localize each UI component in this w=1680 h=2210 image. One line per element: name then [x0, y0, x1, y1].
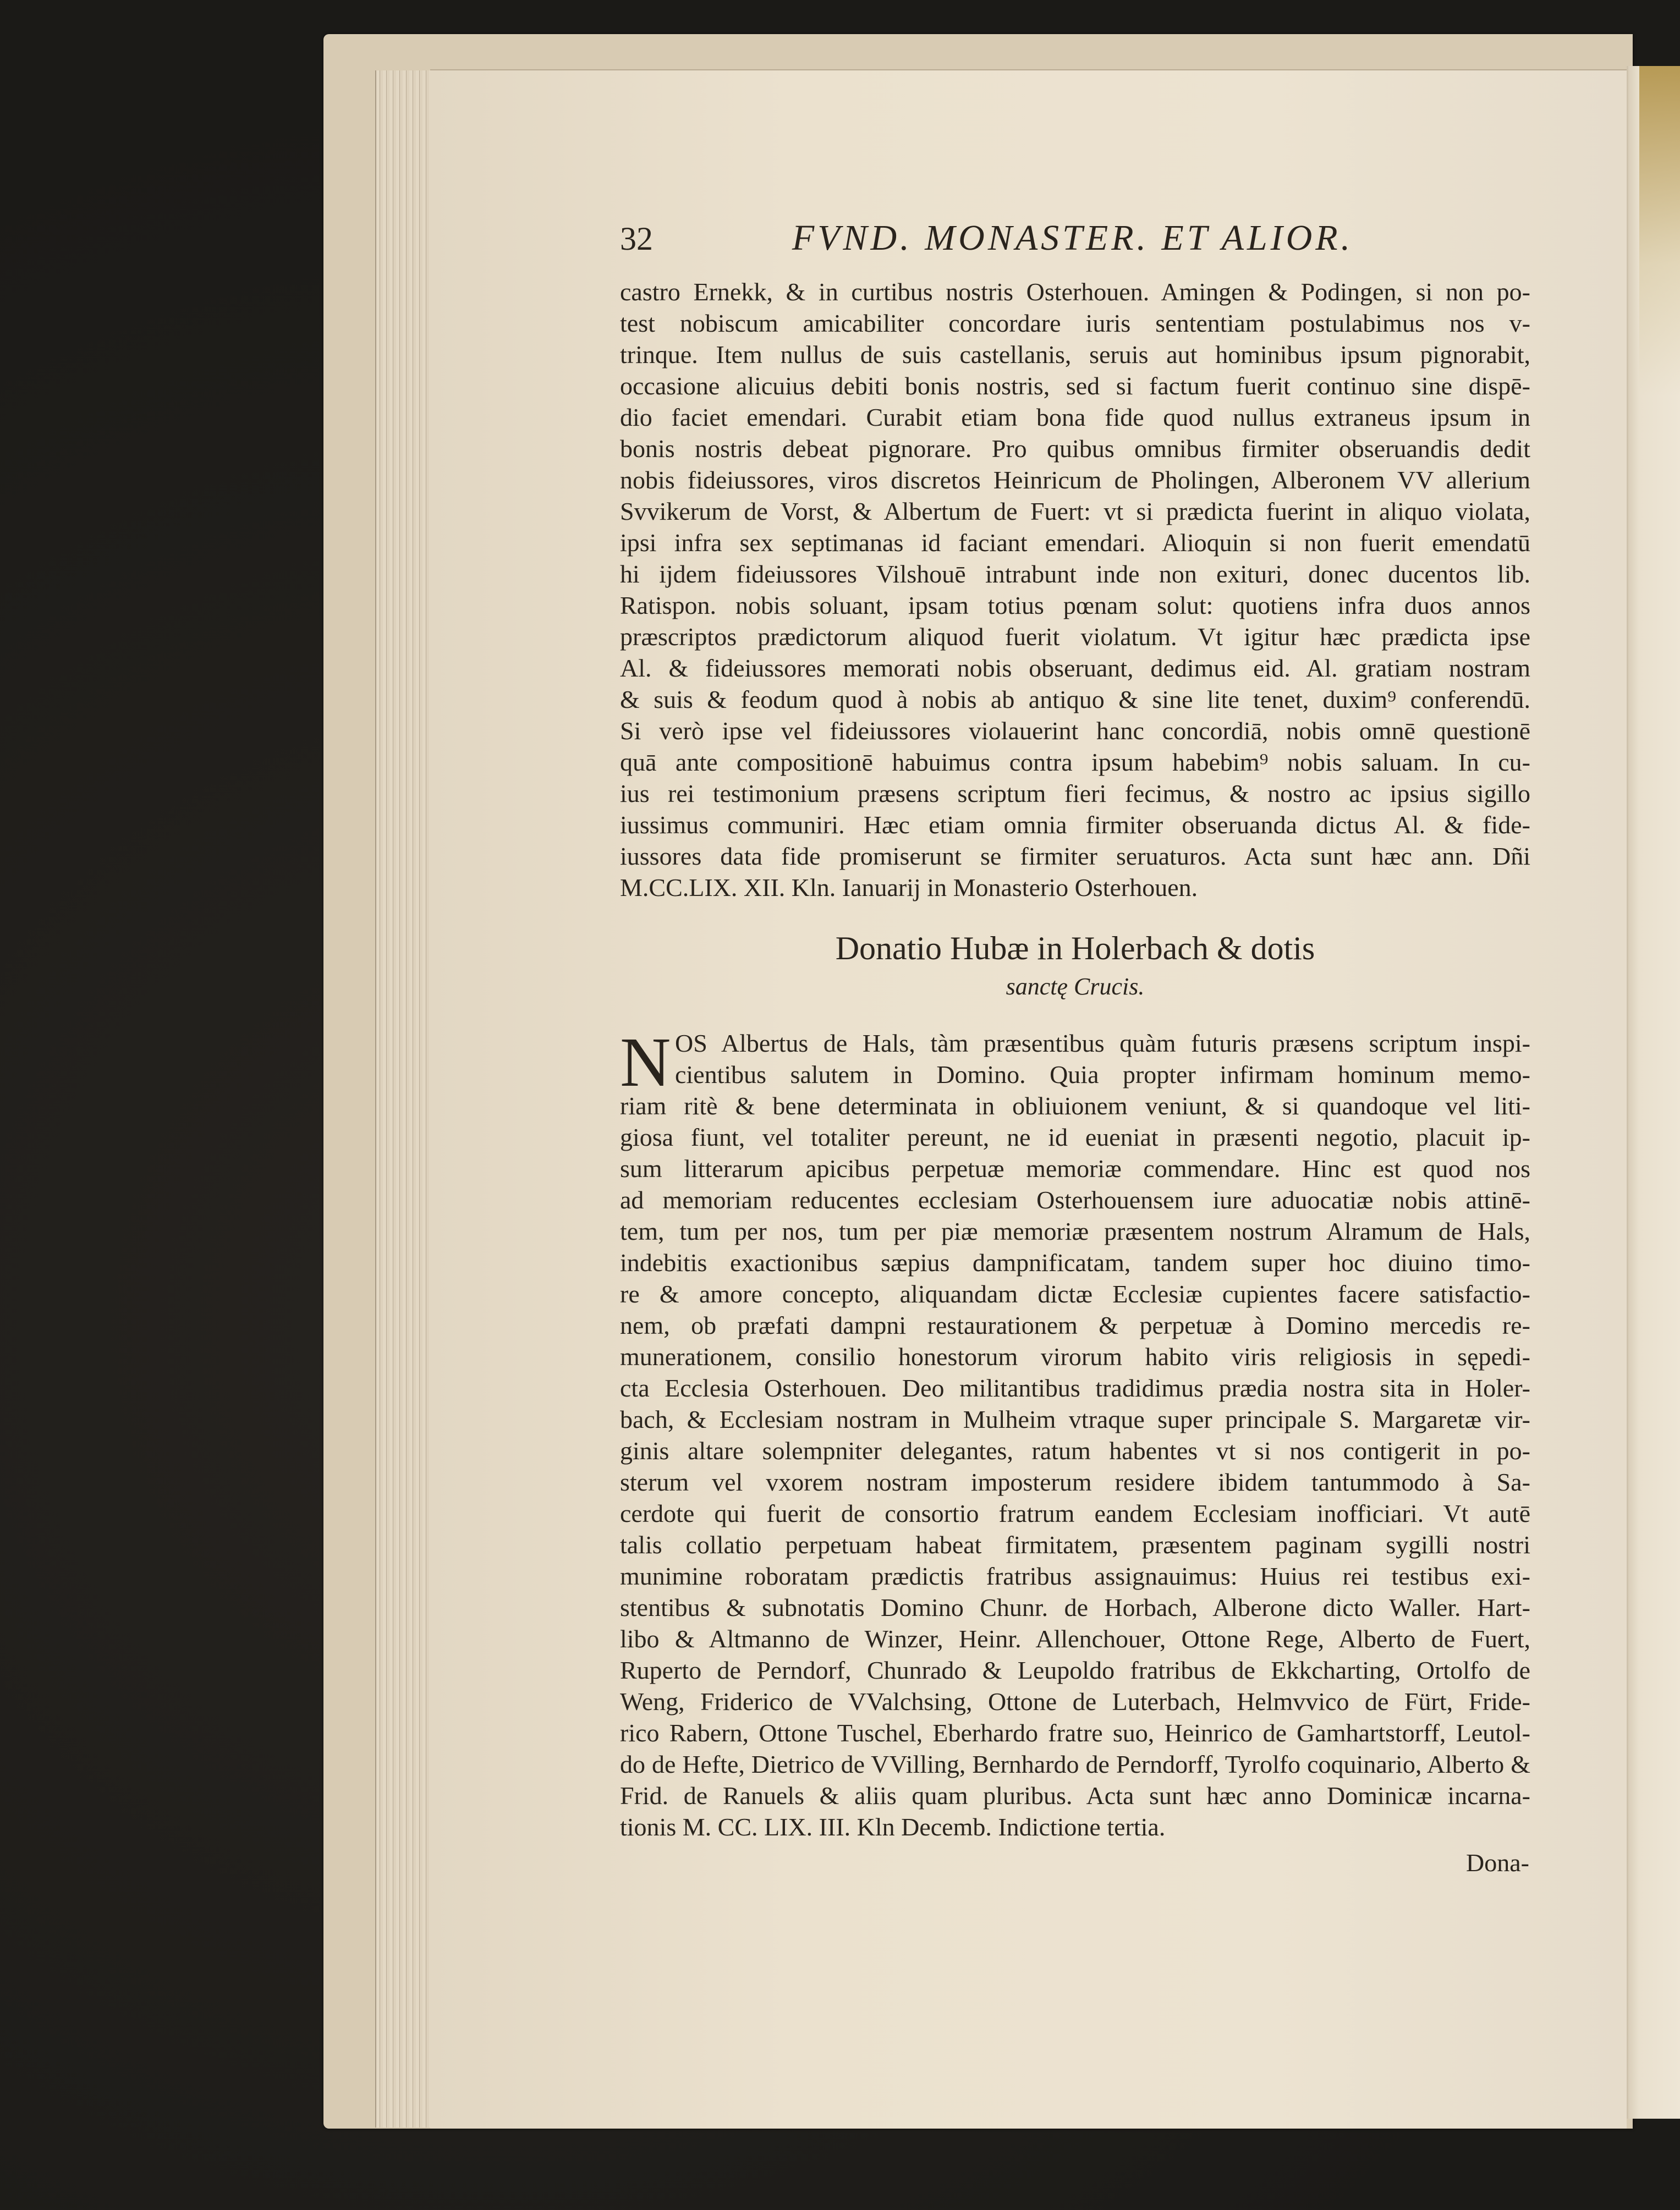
text-line: tionis M. CC. LIX. III. Kln Decemb. Indictione tertia.: [620, 1813, 1166, 1841]
adjacent-page-stain: [1639, 66, 1680, 396]
text-line: munerationem, consilio honestorum virorum habito viris religiosis in sępedi-: [620, 1343, 1530, 1371]
text-line: castro Ernekk, & in curtibus nostris Osterhouen. Amingen & Podingen, si non po-: [620, 278, 1530, 306]
text-line: bonis nostris debeat pignorare. Pro quibus omnibus firmiter obseruandis dedit: [620, 435, 1530, 463]
text-line: libo & Altmanno de Winzer, Heinr. Allenchouer, Ottone Rege, Alberto de Fuert,: [620, 1625, 1530, 1653]
text-line: cerdote qui fuerit de consortio fratrum eandem Ecclesiam inofficiari. Vt autē: [620, 1499, 1530, 1527]
drop-cap: N: [620, 1023, 671, 1101]
section-heading-subline: sanctę Crucis.: [1006, 973, 1145, 1000]
text-line: occasione alicuius debiti bonis nostris, sed si factum fuerit continuo sine dispē-: [620, 372, 1530, 400]
page-number: 32: [620, 221, 653, 257]
text-line: giosa fiunt, vel totaliter pereunt, ne id eueniat in præsenti negotio, placuit ip-: [620, 1123, 1530, 1151]
text-line: stentibus & subnotatis Domino Chunr. de Horbach, Alberone dicto Waller. Hart-: [620, 1593, 1530, 1621]
text-line: ginis altare solempniter delegantes, ratum habentes vt si nos contigerit in po-: [620, 1437, 1530, 1465]
text-line: bach, & Ecclesiam nostram in Mulheim vtraque super principale S. Margaretæ vir-: [620, 1405, 1530, 1433]
text-line: riam ritè & bene determinata in obliuionem veniunt, & si quandoque vel liti-: [620, 1092, 1530, 1120]
text-line: cientibus salutem in Domino. Quia propter infirmam hominum memo-: [675, 1060, 1530, 1088]
text-line: Al. & fideiussores memorati nobis obseruant, dedimus eid. Al. gratiam nostram: [620, 654, 1530, 682]
adjacent-page-edge: [1627, 66, 1680, 2119]
text-line: hi ijdem fideiussores Vilshouē intrabunt inde non exituri, donec ducentos lib.: [620, 560, 1530, 588]
text-line: M.CC.LIX. XII. Kln. Ianuarij in Monasterio Osterhouen.: [620, 873, 1198, 901]
catchword: Dona-: [1466, 1849, 1529, 1877]
text-line: sum litterarum apicibus perpetuæ memoriæ commendare. Hinc est quod nos: [620, 1155, 1530, 1183]
text-line: test nobiscum amicabiliter concordare iuris sententiam postulabimus nos v-: [620, 309, 1530, 337]
page-edges: [375, 70, 431, 2127]
text-line: iussores data fide promiserunt se firmiter seruaturos. Acta sunt hæc ann. Dñi: [620, 842, 1530, 870]
text-line: nobis fideiussores, viros discretos Heinricum de Pholingen, Alberonem VV allerium: [620, 466, 1530, 494]
text-line: nem, ob præfati dampni restaurationem & perpetuæ à Domino mercedis re-: [620, 1311, 1530, 1339]
text-line: sterum vel vxorem nostram imposterum residere ibidem tantummodo à Sa-: [620, 1468, 1530, 1496]
text-line: rico Rabern, Ottone Tuschel, Eberhardo fratre suo, Heinrico de Gamhartstorff, Leutol-: [620, 1719, 1530, 1747]
text-line: & suis & feodum quod à nobis ab antiquo & sine lite tenet, duxim⁹ conferendū.: [620, 685, 1530, 713]
text-line: Frid. de Ranuels & aliis quam pluribus. Acta sunt hæc anno Dominicæ incarna-: [620, 1782, 1530, 1810]
text-line: ius rei testimonium præsens scriptum fieri fecimus, & nostro ac ipsius sigillo: [620, 779, 1530, 807]
text-line: indebitis exactionibus sæpius dampnificatam, tandem super hoc diuino timo-: [620, 1249, 1530, 1277]
text-line: quā ante compositionē habuimus contra ipsum habebim⁹ nobis saluam. In cu-: [620, 748, 1530, 776]
text-line: trinque. Item nullus de suis castellanis, seruis aut hominibus ipsum pignorabit,: [620, 340, 1530, 369]
paragraph-donatio: [620, 1023, 1530, 1843]
running-title: FVND. MONASTER. ET ALIOR.: [792, 218, 1354, 258]
text-line: talis collatio perpetuam habeat firmitatem, præsentem paginam sygilli nostri: [620, 1531, 1530, 1559]
text-line: Ruperto de Perndorf, Chunrado & Leupoldo fratribus de Ekkcharting, Ortolfo de: [620, 1656, 1530, 1684]
text-line: præscriptos prædictorum aliquod fuerit violatum. Vt igitur hæc prædicta ipse: [620, 623, 1530, 651]
text-line: cta Ecclesia Osterhouen. Deo militantibus tradidimus prædia nostra sita in Holer-: [620, 1374, 1530, 1402]
text-line: ipsi infra sex septimanas id faciant emendari. Alioquin si non fuerit emendatū: [620, 529, 1530, 557]
paragraph-charter-osterhouen: [620, 276, 1530, 903]
text-line: iussimus communiri. Hæc etiam omnia firmiter obseruanda dictus Al. & fide-: [620, 811, 1530, 839]
text-line: do de Hefte, Dietrico de VVilling, Bernhardo de Perndorff, Tyrolfo coquinario, Alberto &: [620, 1750, 1530, 1778]
text-line: munimine roboratam prædictis fratribus assignauimus: Huius rei testibus exi-: [620, 1562, 1530, 1590]
text-line: OS Albertus de Hals, tàm præsentibus quàm futuris præsens scriptum inspi-: [675, 1029, 1530, 1057]
text-line: dio faciet emendari. Curabit etiam bona fide quod nullus extraneus ipsum in: [620, 403, 1530, 431]
section-heading: Donatio Hubæ in Holerbach & dotis: [835, 930, 1315, 966]
text-line: Ratispon. nobis soluant, ipsam totius pœnam solut: quotiens infra duos annos: [620, 591, 1530, 619]
text-line: re & amore concepto, aliquandam dictæ Ecclesiæ cupientes facere satisfactio-: [620, 1280, 1530, 1308]
text-line: Weng, Friderico de VValchsing, Ottone de Luterbach, Helmvvico de Fürt, Fride-: [620, 1687, 1530, 1716]
text-line: ad memoriam reducentes ecclesiam Osterhouensem iure aduocatiæ nobis attinē-: [620, 1186, 1530, 1214]
text-line: Svvikerum de Vorst, & Albertum de Fuert: vt si prædicta fuerint in aliquo violata,: [620, 497, 1530, 525]
text-line: Si verò ipse vel fideiussores violauerint hanc concordiā, nobis omnē questionē: [620, 717, 1530, 745]
text-line: tem, tum per nos, tum per piæ memoriæ præsentem nostrum Alramum de Hals,: [620, 1217, 1530, 1245]
